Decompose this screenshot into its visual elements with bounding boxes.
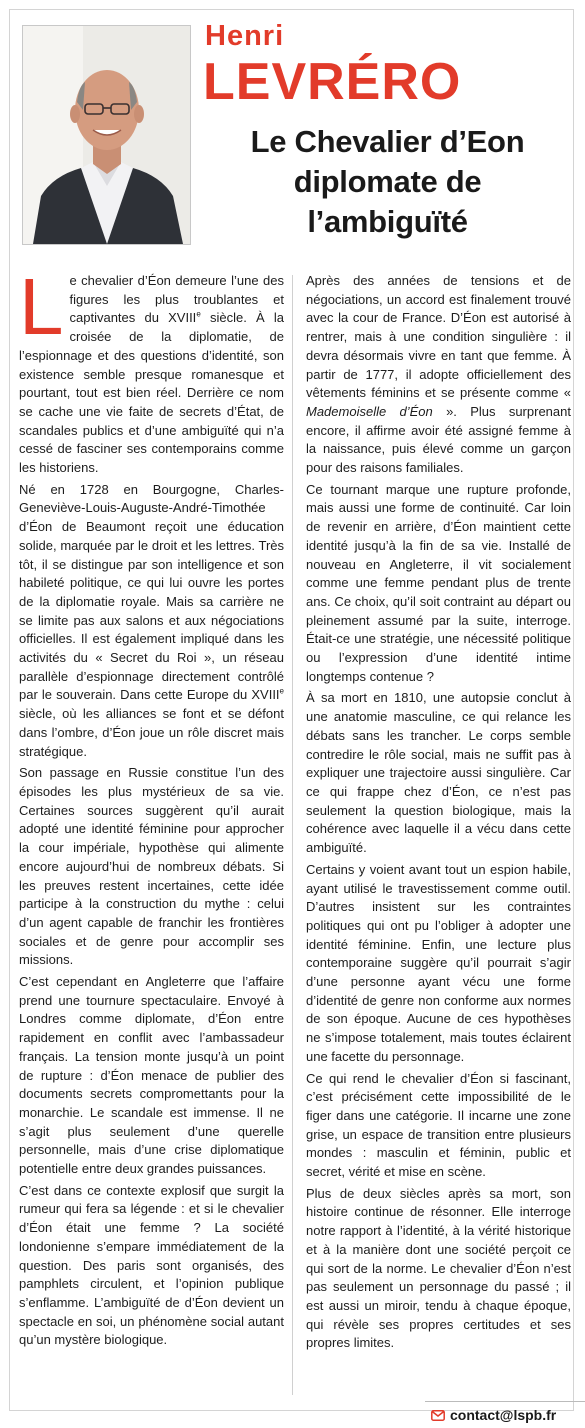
paragraph: Plus de deux siècles après sa mort, son histoire continue de résonner. Elle interroge notre rapport à l’identité, à la vérité historique et à la manière dont une société perçoit ce qui sort de la norme. Le chevalier d’Éon n’est pas seulement un personnage du passé ; il est aussi un miroir, tendu à chaque époque, qui révèle ses propres certitudes et ses propres limites.	[306, 1185, 571, 1351]
paragraph: Son passage en Russie constitue l’un des épisodes les plus mystérieux de sa vie. Certaines sources suggèrent qu’il aurait adopté une identité féminine pour approcher la cour impériale, hypothèse qui alimente encore aujourd’hui de nombreux débats. Si les preuves restent incertaines, cette idée participe à la construction du mythe : celui d’un agent capable de franchir les frontières sociales et de genre pour accomplir ses missions.	[19, 765, 284, 968]
paragraph: C’est cependant en Angleterre que l’affaire prend une tournure spectaculaire. Envoyé à Londres comme diplomate, d’Éon entre rapidement en conflit avec l’ambassadeur français. La tension monte jusqu’à un point de rupture : d’Éon menace de publier des documents secrets compromettants pour la monarchie. Le scandale est immense. Il ne s’agit plus seulement d’une querelle personnelle, mais d’une crise diplomatique potentielle entre deux grandes puissances.	[19, 974, 284, 1177]
paragraph: Ce tournant marque une rupture profonde, mais aussi une forme de continuité. Car loin de revenir en arrière, d’Éon maintient cette identité jusqu’à la fin de sa vie. Installé de nouveau en Angleterre, il vit socialement comme une femme pendant plus de trente ans. Ce choix, qu’il soit contraint au départ ou pleinement assumé par la suite, interroge. Était-ce une stratégie, une nécessité politique ou l’expression d’une identité intime longtemps contenue ?	[306, 481, 571, 684]
drop-cap: L	[19, 262, 64, 351]
footer-rule	[425, 1401, 585, 1402]
paragraph: Certains y voient avant tout un espion habile, ayant utilisé le travestissement comme outil. D’autres insistent sur les contraintes politiques qui ont pu l’obliger à adopter une identité féminine. Enfin, une lecture plus contemporaine suggère qu’il pourrait s’agir d’une personne ayant vécu une forme d’identité de genre non conforme aux normes de son époque. Aucune de ces hypothèses ne s’impose totalement, mais toutes éclairent une facette du personnage.	[306, 861, 571, 1064]
mail-icon	[431, 1410, 445, 1421]
paragraph: Né en 1728 en Bourgogne, Charles-Geneviève-Louis-Auguste-André-Timothée d’Éon de Beaumont reçoit une éducation solide, marquée par le droit et les lettres. Très tôt, il se distingue par son intelligence et son habileté politique, ce qui lui ouvre les portes de la diplomatie royale. Mais sa carrière ne se limite pas aux salons et aux négociations officielles. Il est également impliqué dans les activités du « Secret du Roi », un réseau parallèle d’espionnage directement contrôlé par le souverain. Dans cette Europe du XVIIIe siècle, où les alliances se font et se défont dans l’ombre, d’Éon joue un rôle discret mais stratégique.	[19, 481, 284, 759]
author-photo	[22, 25, 191, 245]
author-last-name: LEVRÉRO	[203, 53, 462, 111]
author-portrait	[23, 26, 190, 244]
author-first-name: Henri	[205, 20, 285, 52]
paragraph: Après des années de tensions et de négociations, un accord est finalement trouvé avec la cour de France. D’Éon est autorisé à rentrer, mais à une condition singulière : il devra désormais vivre en tant que femme. À partir de 1777, il adopte officiellement des vêtements féminins et se présente comme « Mademoiselle d’Éon ». Plus surprenant encore, il affirme avoir été assigné femme à la naissance, puis élevé comme un garçon pour des raisons familiales.	[306, 273, 571, 476]
article-column-left	[19, 262, 285, 1353]
article-column-right	[306, 272, 571, 1356]
column-divider	[292, 275, 293, 1395]
paragraph: À sa mort en 1810, une autopsie conclut à une anatomie masculine, ce qui relance les débats sans les trancher. Le corps semble contredire le rôle social, mais ne suffit pas à expliquer une trajectoire aussi singulière. Car ce qui frappe chez d’Éon, ce n’est pas seulement la question biologique, mais la cohérence avec laquelle il a vécu dans cette ambiguïté.	[306, 690, 571, 856]
paragraph: C’est dans ce contexte explosif que surgit la rumeur qui fera sa légende : et si le chevalier d’Éon était une femme ? La société londonienne s’empare immédiatement de la question. Des paris sont organisés, des pamphlets circulent, et l’opinion publique s’enflamme. L’ambiguïté de d’Éon devient un spectacle en soi, un phénomène social autant qu’un mystère biologique.	[19, 1182, 284, 1348]
paragraph: Le chevalier d’Éon demeure l’une des figures les plus troublantes et captivantes du XVIIIe siècle. À la croisée de la diplomatie, de l’espionnage et des questions d’identité, son existence semble presque romanesque et pourtant, tout est bien réel. Derrière ce nom se cache une vie faite de secrets d’État, de scandales publics et d’une ambiguïté qui n’a cessé de fasciner ses contemporains comme les historiens.	[19, 262, 285, 476]
footer-contact[interactable]	[431, 1405, 556, 1425]
contact-email[interactable]: contact@lspb.fr	[450, 1407, 557, 1423]
paragraph: Ce qui rend le chevalier d’Éon si fascinant, c’est précisément cette impossibilité de le figer dans une catégorie. Il incarne une zone grise, un espace de transition entre plusieurs mondes : masculin et féminin, public et secret, vérité et mise en scène.	[306, 1070, 571, 1180]
article-headline: Le Chevalier d’Eon diplomate de l’ambiguïté	[250, 124, 525, 239]
